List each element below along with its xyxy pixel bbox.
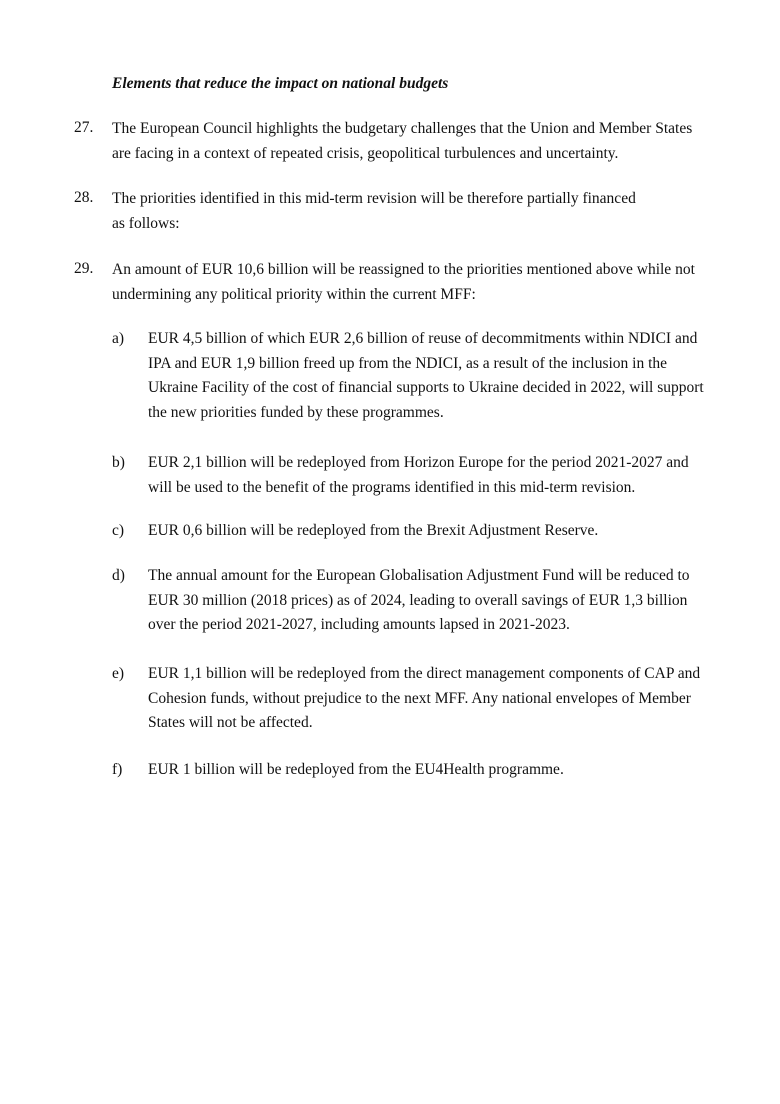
subitem-text: EUR 1 billion will be redeployed from the EU4Health programme. (148, 761, 564, 778)
subitem-d (112, 564, 712, 638)
subitem-text: EUR 1,1 billion will be redeployed from the direct management components of CAP and Cohesion funds, without prejudice to the next MFF. Any national envelopes of Member States will not be affected. (148, 665, 701, 731)
paragraph-number: 29. (74, 260, 94, 277)
subitem-e (112, 662, 712, 736)
paragraph-number: 28. (74, 189, 94, 206)
subitem-letter: c) (112, 522, 125, 539)
subitem-a (112, 327, 712, 425)
subitem-text: EUR 4,5 billion of which EUR 2,6 billion of reuse of decommitments within NDICI and IPA and EUR 1,9 billion freed up from the NDICI, as a result of the inclusion in the Ukraine Facility of the cost of financial supports to Ukraine decided in 2022, will support the new priorities funded by these programmes. (148, 330, 704, 421)
paragraph-29 (74, 257, 714, 307)
paragraph-text: The priorities identified in this mid-term revision will be therefore partially financed as follows: (112, 190, 636, 232)
subitem-letter: a) (112, 330, 125, 347)
paragraph-28 (74, 186, 714, 236)
subitem-text: EUR 2,1 billion will be redeployed from Horizon Europe for the period 2021-2027 and will be used to the benefit of the programs identified in this mid-term revision. (148, 454, 689, 496)
subitem-text: EUR 0,6 billion will be redeployed from the Brexit Adjustment Reserve. (148, 522, 599, 539)
paragraph-text: The European Council highlights the budgetary challenges that the Union and Member States are facing in a context of repeated crisis, geopolitical turbulences and uncertainty. (112, 120, 693, 162)
section-heading: Elements that reduce the impact on national budgets (112, 75, 449, 92)
subitem-letter: f) (112, 761, 123, 778)
subitem-letter: b) (112, 454, 125, 471)
subitem-text: The annual amount for the European Globalisation Adjustment Fund will be reduced to EUR 30 million (2018 prices) as of 2024, leading to overall savings of EUR 1,3 billion over the period 2021-2027, including amounts lapsed in 2021-2023. (148, 567, 690, 633)
paragraph-number: 27. (74, 119, 94, 136)
subitem-f (112, 758, 712, 783)
subitem-b (112, 451, 712, 500)
subitem-letter: e) (112, 665, 125, 682)
subitem-c (112, 519, 712, 544)
paragraph-27 (74, 116, 714, 166)
subitem-letter: d) (112, 567, 125, 584)
paragraph-text: An amount of EUR 10,6 billion will be reassigned to the priorities mentioned above while not undermining any political priority within the current MFF: (112, 261, 695, 303)
